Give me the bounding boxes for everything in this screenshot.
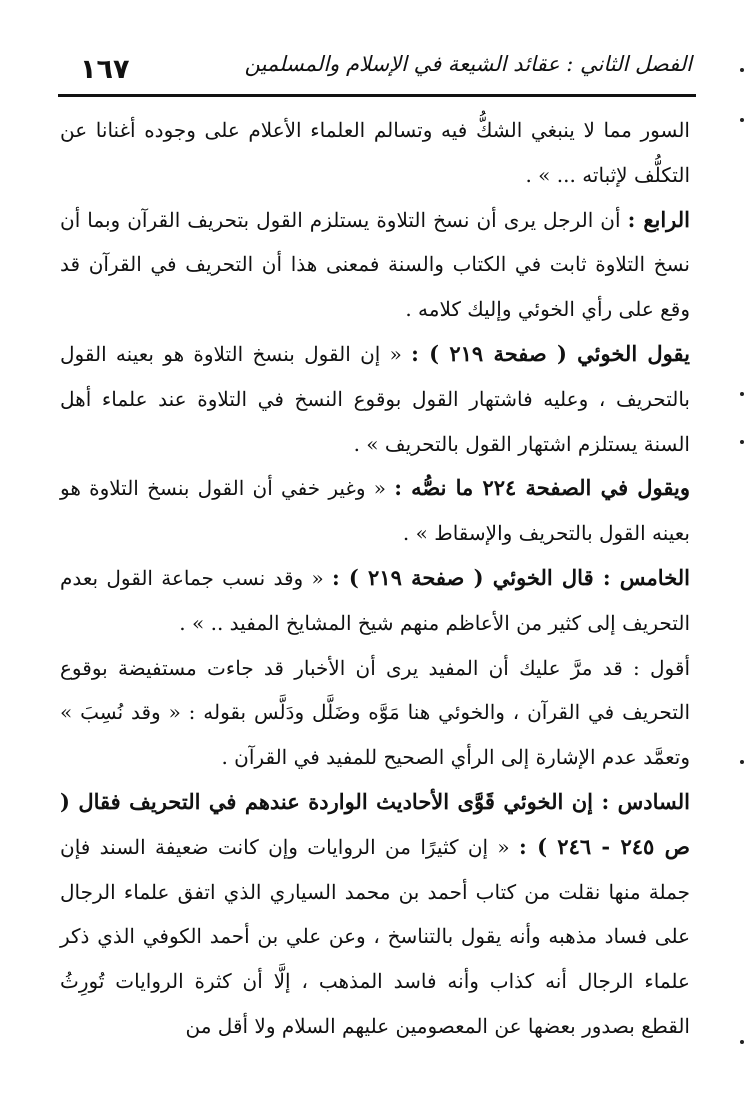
- paragraph-lead: الرابع :: [627, 206, 690, 232]
- scan-speck: [740, 440, 744, 444]
- paragraph-lead: يقول الخوئي ( صفحة ٢١٩ ) :: [411, 340, 690, 366]
- paragraph: [60, 646, 690, 780]
- paragraph-text: « إن كثيرًا من الروايات وإن كانت ضعيفة السند فإن جملة منها نقلت من كتاب أحمد بن محمد السياري الذي اتفق علماء الرجال على فساد مذهبه وأنه يقول بالتناسخ ، وعن علي بن أحمد الكوفي الذي ذكر علماء الرجال أنه كذاب وأنه فاسد المذهب ، إلَّا أن كثرة الروايات تُورِثُ القطع بصدور بعضها عن المعصومين عليهم السلام ولا أقل من: [60, 834, 690, 1038]
- paragraph: [60, 332, 690, 466]
- paragraph-text: أقول : قد مرَّ عليك أن المفيد يرى أن الأخبار قد جاءت مستفيضة بوقوع التحريف في القرآن ، والخوئي هنا مَوَّه وضَلَّل ودَلَّس بقوله : « وقد نُسِبَ » وتعمَّد عدم الإشارة إلى الرأي الصحيح للمفيد في القرآن .: [60, 655, 690, 770]
- scan-speck: [740, 392, 744, 396]
- paragraph-text: « وقد نسب جماعة القول بعدم التحريف إلى كثير من الأعاظم منهم شيخ المشايخ المفيد .. » .: [60, 565, 690, 635]
- scan-speck: [740, 68, 744, 72]
- paragraph: [60, 108, 690, 198]
- page-number: ١٦٧: [80, 54, 130, 85]
- paragraph-lead: الخامس : قال الخوئي ( صفحة ٢١٩ ) :: [331, 564, 690, 590]
- paragraph: [60, 466, 690, 556]
- page-header: [58, 52, 698, 92]
- scan-speck: [740, 1040, 744, 1044]
- paragraph: [60, 780, 690, 1049]
- paragraph-text: « وغير خفي أن القول بنسخ التلاوة هو بعينه القول بالتحريف والإسقاط » .: [60, 476, 690, 546]
- paragraph-text: « إن القول بنسخ التلاوة هو بعينه القول بالتحريف ، وعليه فاشتهار القول بوقوع النسخ في التلاوة عند علماء أهل السنة يستلزم اشتهار القول بالتحريف » .: [60, 341, 690, 456]
- paragraph-text: أن الرجل يرى أن نسخ التلاوة يستلزم القول بتحريف القرآن وبما أن نسخ التلاوة ثابت في الكتاب والسنة فمعنى هذا أن التحريف في القرآن قد وقع على رأي الخوئي وإليك كلامه .: [60, 207, 690, 322]
- header-rule: [58, 94, 696, 97]
- paragraph-lead: ويقول في الصفحة ٢٢٤ ما نصُّه :: [394, 475, 690, 501]
- scan-speck: [740, 118, 744, 122]
- body-text: [60, 108, 690, 1049]
- running-head: الفصل الثاني : عقائد الشيعة في الإسلام والمسلمين: [244, 52, 692, 76]
- paragraph: [60, 198, 690, 332]
- paragraph-lead: السادس : إن الخوئي قَوَّى الأحاديث الواردة عندهم في التحريف فقال ( ص ٢٤٥ - ٢٤٦ ) :: [60, 788, 690, 859]
- scan-speck: [740, 760, 744, 764]
- paragraph: [60, 556, 690, 646]
- paragraph-text: السور مما لا ينبغي الشكُّ فيه وتسالم العلماء الأعلام على وجوده أغنانا عن التكلُّف لإثباته ... » .: [60, 118, 690, 187]
